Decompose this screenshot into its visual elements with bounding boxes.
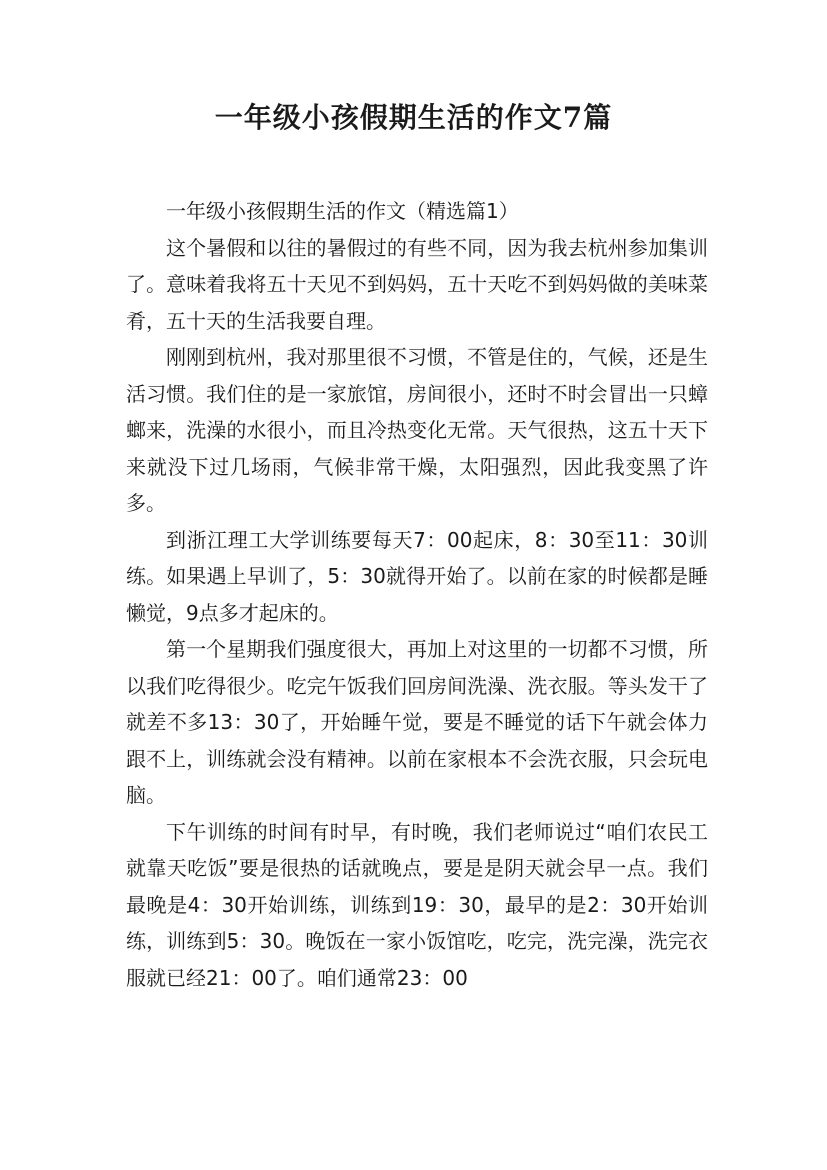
paragraph-2: 刚刚到杭州，我对那里很不习惯，不管是住的，气候，还是生活习惯。我们住的是一家旅馆，房间很小，还时不时会冒出一只蟑螂来，洗澡的水很小，而且冷热变化无常。天气很热，这五十天下来就没下过几场雨，气候非常干燥，太阳强烈，因此我变黑了许多。 [126,345,708,515]
paragraph-5: 下午训练的时间有时早，有时晚，我们老师说过“咱们农民工就靠天吃饭”要是很热的话就晚点，要是是阴天就会早一点。我们最晚是4：30开始训练，训练到19：30，最早的是2：30开始训练，训练到5：30。晚饭在一家小饭馆吃，吃完，洗完澡，洗完衣服就已经21：00了。咱们通常23：00 [126,819,708,990]
document-body [126,193,708,996]
document-title: 一年级小孩假期生活的作文7篇 [214,101,613,134]
paragraph-4: 第一个星期我们强度很大，再加上对这里的一切都不习惯，所以我们吃得很少。吃完午饭我们回房间洗澡、洗衣服。等头发干了就差不多13：30了，开始睡午觉，要是不睡觉的话下午就会体力跟不上，训练就会没有精神。以前在家根本不会洗衣服，只会玩电脑。 [126,637,708,807]
paragraph-1: 这个暑假和以往的暑假过的有些不同，因为我去杭州参加集训了。意味着我将五十天见不到妈妈，五十天吃不到妈妈做的美味菜肴，五十天的生活我要自理。 [126,235,708,333]
paragraph-3: 到浙江理工大学训练要每天7：00起床，8：30至11：30训练。如果遇上早训了，5：30就得开始了。以前在家的时候都是睡懒觉，9点多才起床的。 [126,527,708,625]
section-heading: 一年级小孩假期生活的作文（精选篇1） [166,199,519,223]
